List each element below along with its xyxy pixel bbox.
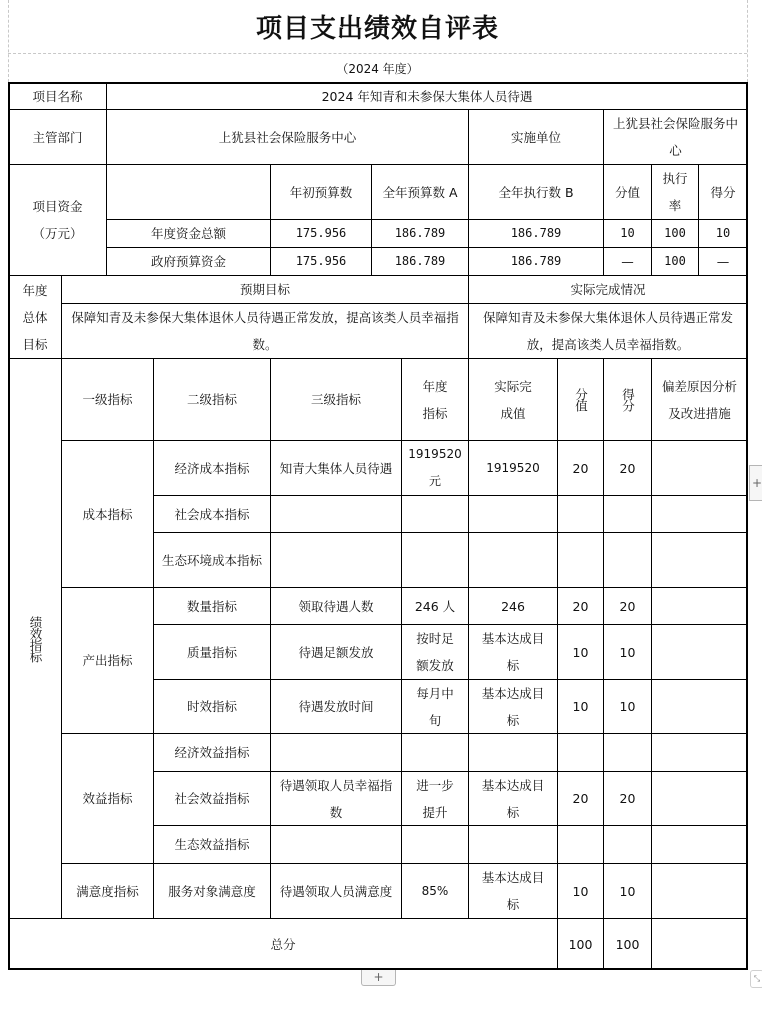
funds-row-score-value[interactable]: — [603,247,652,276]
ind-score-value[interactable]: 20 [557,440,604,496]
ind-actual[interactable]: 基本达成目标 [468,771,558,826]
ind-deviation[interactable] [651,863,748,919]
goals-label-line: 年度 [22,282,48,298]
document-title: 项目支出绩效自评表 [255,14,499,44]
ind-level3[interactable]: 知青大集体人员待遇 [270,440,402,496]
goals-label-line: 总体 [22,309,48,325]
indicators-section-label [8,358,62,919]
ind-actual[interactable]: 基本达成目标 [468,624,558,680]
funds-row-initial[interactable]: 175.956 [270,219,372,248]
project-name-label: 项目名称 [8,82,107,110]
ind-deviation[interactable] [651,440,748,496]
ind-deviation[interactable] [651,771,748,826]
ind-actual[interactable] [468,825,558,864]
funds-row-executed[interactable]: 186.789 [468,219,604,248]
ind-level3[interactable]: 待遇领取人员满意度 [270,863,402,919]
ind-deviation[interactable] [651,495,748,533]
funds-row-score[interactable]: — [698,247,748,276]
ind-header-score [603,358,652,441]
goals-actual-text[interactable]: 保障知青及未参保大集体退休人员待遇正常发放，提高该类人员幸福指数。 [468,303,748,359]
ind-header-annual: 年度指标 [401,358,469,441]
funds-row-initial[interactable]: 175.956 [270,247,372,276]
ind-score[interactable]: 10 [603,679,652,734]
ind-level1-satisfaction: 满意度指标 [61,863,154,919]
funds-row-annual[interactable]: 186.789 [371,247,469,276]
goals-label-line: 目标 [22,336,48,352]
funds-row-exec-rate[interactable]: 100 [651,219,699,248]
ind-deviation[interactable] [651,825,748,864]
ind-score-value[interactable] [557,733,604,772]
funds-row-name: 政府预算资金 [106,247,271,276]
ind-annual[interactable] [401,532,469,588]
ind-level3[interactable]: 待遇足额发放 [270,624,402,680]
ind-actual[interactable] [468,495,558,533]
table-resize-icon[interactable]: ⤡ [750,970,762,988]
ind-score-value[interactable] [557,825,604,864]
goals-expected-text[interactable]: 保障知青及未参保大集体退休人员待遇正常发放，提高该类人员幸福指数。 [61,303,469,359]
ind-header-score-value-text: 分值 [573,388,589,411]
document-year: （2024 年度） [336,61,419,76]
ind-level3[interactable] [270,733,402,772]
ind-actual[interactable]: 基本达成目标 [468,679,558,734]
ind-level2: 社会效益指标 [153,771,271,826]
ind-header-score-value [557,358,604,441]
ind-level2: 生态环境成本指标 [153,532,271,588]
ind-deviation[interactable] [651,532,748,588]
ind-score[interactable] [603,532,652,588]
ind-level3[interactable] [270,532,402,588]
ind-header-level2: 二级指标 [153,358,271,441]
ind-level1-cost: 成本指标 [61,440,154,588]
funds-label-line2: （万元） [32,226,83,241]
ind-level2: 生态效益指标 [153,825,271,864]
ind-score[interactable] [603,825,652,864]
total-score-value[interactable]: 100 [557,918,604,970]
add-row-button[interactable]: + [361,970,396,986]
ind-level1-benefit: 效益指标 [61,733,154,864]
funds-header-executed: 全年执行数 B [468,164,604,220]
funds-label-line1: 项目资金 [32,199,83,214]
ind-actual[interactable]: 246 [468,587,558,625]
ind-annual[interactable]: 每月中旬 [401,679,469,734]
ind-level3[interactable]: 待遇发放时间 [270,679,402,734]
funds-header-score-value: 分值 [603,164,652,220]
ind-level3[interactable]: 待遇领取人员幸福指数 [270,771,402,826]
total-score[interactable]: 100 [603,918,652,970]
ind-annual[interactable] [401,825,469,864]
ind-level2: 社会成本指标 [153,495,271,533]
ind-score[interactable] [603,733,652,772]
ind-header-deviation: 偏差原因分析及改进措施 [651,358,748,441]
funds-row-executed[interactable]: 186.789 [468,247,604,276]
ind-actual[interactable] [468,733,558,772]
ind-actual[interactable] [468,532,558,588]
ind-score-value[interactable]: 10 [557,679,604,734]
ind-annual[interactable]: 246 人 [401,587,469,625]
ind-annual[interactable] [401,733,469,772]
ind-level2: 经济成本指标 [153,440,271,496]
total-deviation[interactable] [651,918,748,970]
ind-level2: 经济效益指标 [153,733,271,772]
ind-score-value[interactable]: 10 [557,863,604,919]
ind-annual[interactable] [401,495,469,533]
dept-label: 主管部门 [8,109,107,165]
ind-score[interactable]: 20 [603,771,652,826]
ind-annual[interactable]: 85% [401,863,469,919]
ind-score-value[interactable]: 20 [557,771,604,826]
ind-header-score-text: 得分 [620,388,636,411]
ind-header-level3: 三级指标 [270,358,402,441]
ind-level1-output: 产出指标 [61,587,154,734]
impl-value[interactable]: 上犹县社会保险服务中心 [603,109,748,165]
add-column-button[interactable]: + [749,465,762,501]
ind-actual[interactable]: 基本达成目标 [468,863,558,919]
ind-level3[interactable] [270,495,402,533]
funds-header-score: 得分 [698,164,748,220]
ind-score-value[interactable]: 20 [557,587,604,625]
ind-deviation[interactable] [651,587,748,625]
indicators-section-text: 绩效指标 [28,615,43,662]
goals-label [8,275,62,359]
ind-score-value[interactable]: 10 [557,624,604,680]
ind-actual[interactable]: 1919520 [468,440,558,496]
ind-level3[interactable]: 领取待遇人数 [270,587,402,625]
ind-level2: 数量指标 [153,587,271,625]
ind-level2: 时效指标 [153,679,271,734]
funds-header-annual: 全年预算数 A [371,164,469,220]
funds-row-score[interactable]: 10 [698,219,748,248]
ind-annual[interactable]: 按时足额发放 [401,624,469,680]
funds-row-score-value[interactable]: 10 [603,219,652,248]
ind-deviation[interactable] [651,733,748,772]
funds-row-annual[interactable]: 186.789 [371,219,469,248]
impl-label: 实施单位 [468,109,604,165]
ind-header-actual: 实际完成值 [468,358,558,441]
funds-header-blank [106,164,271,220]
ind-score-value[interactable] [557,532,604,588]
ind-level2: 服务对象满意度 [153,863,271,919]
ind-score[interactable] [603,495,652,533]
ind-score[interactable]: 10 [603,624,652,680]
dept-value[interactable]: 上犹县社会保险服务中心 [106,109,469,165]
ind-header-level1: 一级指标 [61,358,154,441]
ind-score[interactable]: 20 [603,587,652,625]
funds-header-exec-rate: 执行率 [651,164,699,220]
ind-level2: 质量指标 [153,624,271,680]
goals-expected-header: 预期目标 [61,275,469,304]
ind-annual[interactable]: 进一步提升 [401,771,469,826]
funds-row-name: 年度资金总额 [106,219,271,248]
ind-deviation[interactable] [651,679,748,734]
project-name-value[interactable]: 2024 年知青和未参保大集体人员待遇 [106,82,748,110]
ind-score[interactable]: 20 [603,440,652,496]
funds-header-initial: 年初预算数 [270,164,372,220]
funds-label [8,164,107,276]
total-label: 总分 [8,918,558,970]
ind-score-value[interactable] [557,495,604,533]
ind-score[interactable]: 10 [603,863,652,919]
ind-deviation[interactable] [651,624,748,680]
ind-level3[interactable] [270,825,402,864]
funds-row-exec-rate[interactable]: 100 [651,247,699,276]
goals-actual-header: 实际完成情况 [468,275,748,304]
ind-annual[interactable]: 1919520 元 [401,440,469,496]
